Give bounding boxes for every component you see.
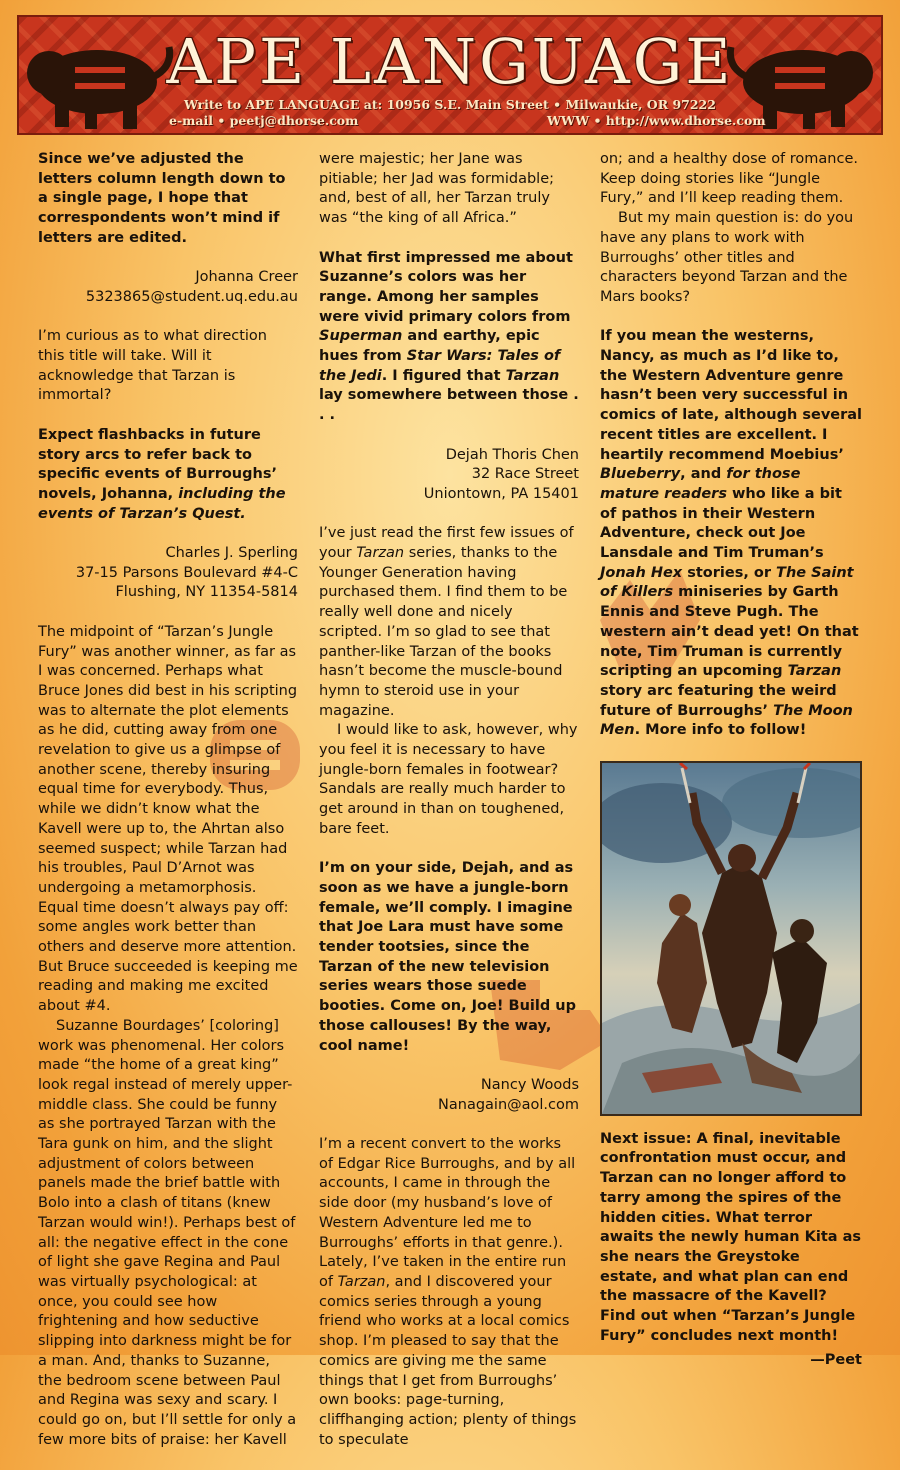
- signature-address: Uniontown, PA 15401: [423, 485, 579, 502]
- reply-text: If you mean the westerns, Nancy, as much as I’d like to, the Western Adventure genre hasn’t been very successful in comics of late, although several recent titles are excellent. I heartily recommend Moebius’: [600, 328, 863, 463]
- signature-name: Nancy Woods: [480, 1076, 579, 1093]
- editor-intro: Since we’ve adjusted the letters column length down to a single page, I hope that correspondents won’t mind if letters are edited.: [38, 151, 286, 246]
- signature-address: Flushing, NY 11354-5814: [115, 584, 298, 601]
- tarzan-cover-illustration: [600, 761, 862, 1116]
- signature-email: 5323865@student.uq.edu.au: [85, 288, 298, 305]
- editor-reply: [38, 426, 298, 525]
- email-address: e-mail • peetj@dhorse.com: [169, 113, 359, 128]
- reply-text-italic: The Saint of Killers: [600, 564, 854, 601]
- page-title: APE LANGUAGE: [166, 25, 734, 98]
- letter-body: The midpoint of “Tarzan’s Jungle Fury” was another winner, as far as I was concerned. Perhaps what Bruce Jones did best in his scripting was to alternate the plot elements as he did, cutting away from one revelation to give us a glimpse of another scene, thereby insuring equal time for everybody. Thus, while we didn’t know what the Kavell were up to, the Ahrtan also seemed suspect; while Tarzan had his troubles, Paul D’Arnot was undergoing a metamorphosis. Equal time doesn’t always pay off: some angles work better than others and deserve more attention. But Bruce succeeded is keeping me reading and making me excited about #4.: [38, 623, 298, 1015]
- letter-signature: [38, 544, 298, 603]
- reply-text: who like a bit of pathos in their Western Adventure, check out Joe Lansdale and Tim Truman’s: [600, 485, 842, 562]
- reply-text-italic: Tarzan: [505, 367, 560, 384]
- letter-text: , and I discovered your comics series through a young friend who works at a local comics shop. I’m pleased to say that the comics are giving me the same things that I get from Burroughs’ own books: page-turning, cliffhanging action; plenty of things to speculate: [319, 1273, 577, 1448]
- reply-text-italic: Jonah Hex: [600, 564, 683, 581]
- letter-body: But my main question is: do you have any plans to work with Burroughs’ other titles and characters beyond Tarzan and the Mars books?: [600, 210, 854, 305]
- letter-text: I’m a recent convert to the works of Edgar Rice Burroughs, and by all accounts, I came in through the side door (my husband’s love of Western Adventure led me to Burroughs’ efforts in that genre.). Lately, I’ve taken in the entire run of: [319, 1136, 576, 1290]
- reply-text-italic: Blueberry: [600, 466, 681, 483]
- reply-text: . I figured that: [381, 367, 506, 384]
- letter-body: I would like to ask, however, why you feel it is necessary to have jungle-born females in footwear? Sandals are really much harder to get around in than on toughened, bare feet.: [319, 722, 578, 837]
- signature-email: Nanagain@aol.com: [438, 1096, 579, 1113]
- letter-signature: [319, 1076, 579, 1115]
- letter-body: I’m curious as to what direction this title will take. Will it acknowledge that Tarzan is immortal?: [38, 328, 267, 404]
- reply-text: , and: [680, 466, 727, 483]
- signature-name: Charles J. Sperling: [165, 545, 298, 561]
- column-3: [600, 150, 862, 1370]
- editor-reply: [600, 327, 862, 741]
- reply-text: miniseries by Garth Ennis and Steve Pugh. The western ain’t dead yet! On that note, Tim Truman is currently scripting an upcoming: [600, 584, 859, 680]
- reply-text-italic: including the events of Tarzan’s Quest.: [38, 485, 286, 522]
- letter-text-italic: Tarzan: [356, 545, 405, 562]
- editor-signoff: —Peet: [810, 1351, 862, 1368]
- letter-body: on; and a healthy dose of romance. Keep doing stories like “Jungle Fury,” and I’ll keep reading them.: [600, 151, 858, 207]
- reply-text: stories, or: [682, 564, 777, 581]
- masthead-banner: [17, 15, 883, 135]
- letter-text: series, thanks to the Younger Generation having purchased them. I find them to be really well done and nicely scripted. I’m so glad to see that panther-like Tarzan of the books hasn’t become the muscle-bound hymn to steroid use in your magazine.: [319, 545, 568, 719]
- website-address: WWW • http://www.dhorse.com: [547, 113, 766, 128]
- editor-reply: I’m on your side, Dejah, and as soon as we have a jungle-born female, we’ll comply. I imagine that Joe Lara must have some tender tootsies, since the Tarzan of the new television series wears those suede booties. Come on, Joe! Build up those callouses! By the way, cool name!: [319, 860, 576, 1054]
- letter-body: [319, 1135, 579, 1450]
- column-2: [319, 150, 579, 1470]
- reply-text-italic: for those mature readers: [600, 466, 801, 502]
- reply-text: . More info to follow!: [634, 722, 807, 739]
- next-issue-blurb: Next issue: A final, inevitable confrontation must occur, and Tarzan can no longer afford to tarry among the spires of the hidden cities. What terror awaits the newly human Kita as she nears the Greystoke estate, and what plan can end the massacre of the Kavell? Find out when “Tarzan’s Jungle Fury” concludes next month!: [600, 1130, 861, 1344]
- reply-text: lay somewhere between those . . .: [319, 387, 579, 424]
- reply-text-italic: Tarzan: [787, 663, 842, 680]
- letter-body: Suzanne Bourdages’ [coloring] work was phenomenal. Her colors made “the home of a great king” look regal instead of merely upper-middle class. She could be funny as she portrayed Tarzan with the Tara gunk on him, and the slight adjustment of colors between panels made the brief battle with Bolo into a clash of titans (knew Tarzan would win!). Perhaps best of all: the negative effect in the cone of light she gave Regina and Paul was virtually psychological: at once, you could see how frightening and how seductive slipping into darkness might be for a man. And, thanks to Suzanne, the bedroom scene between Paul and Regina was sexy and scary. I could go on, but I’ll settle for only a few more bits of praise: her Kavell: [38, 1017, 297, 1448]
- signature-name: Johanna Creer: [195, 269, 298, 286]
- reply-text-italic: Superman: [319, 328, 403, 345]
- reply-text-italic: The Moon Men: [600, 702, 853, 739]
- letter-signature: [319, 446, 579, 505]
- signature-address: 32 Race Street: [471, 466, 579, 483]
- editor-reply: [319, 249, 579, 426]
- signature-name: Dejah Thoris Chen: [445, 446, 579, 463]
- reply-text: What first impressed me about Suzanne’s colors was her range. Among her samples were vivid primary colors from: [319, 249, 573, 325]
- reply-text: Expect flashbacks in future story arcs to refer back to specific events of Burroughs’ novels, Johanna,: [38, 426, 277, 502]
- letter-text: I’ve just read the first few issues of your: [319, 525, 574, 562]
- reply-text: story arc featuring the weird future of Burroughs’: [600, 682, 837, 719]
- reply-text: and earthy, epic hues from: [319, 328, 540, 365]
- reply-text-italic: Star Wars: Tales of the Jedi: [319, 348, 561, 384]
- warriors-artwork-image: [602, 763, 860, 1114]
- letter-body: were majestic; her Jane was pitiable; her Jad was formidable; and, best of all, her Tarzan truly was “the king of all Africa.”: [319, 151, 555, 227]
- mailing-address: Write to APE LANGUAGE at: 10956 S.E. Main Street • Milwaukie, OR 97222: [184, 97, 716, 112]
- letter-text-italic: Tarzan: [337, 1273, 386, 1290]
- signature-address: 37-15 Parsons Boulevard #4-C: [75, 564, 298, 581]
- letter-signature: [38, 268, 298, 307]
- column-1: [38, 150, 298, 1470]
- letter-body: [319, 524, 579, 721]
